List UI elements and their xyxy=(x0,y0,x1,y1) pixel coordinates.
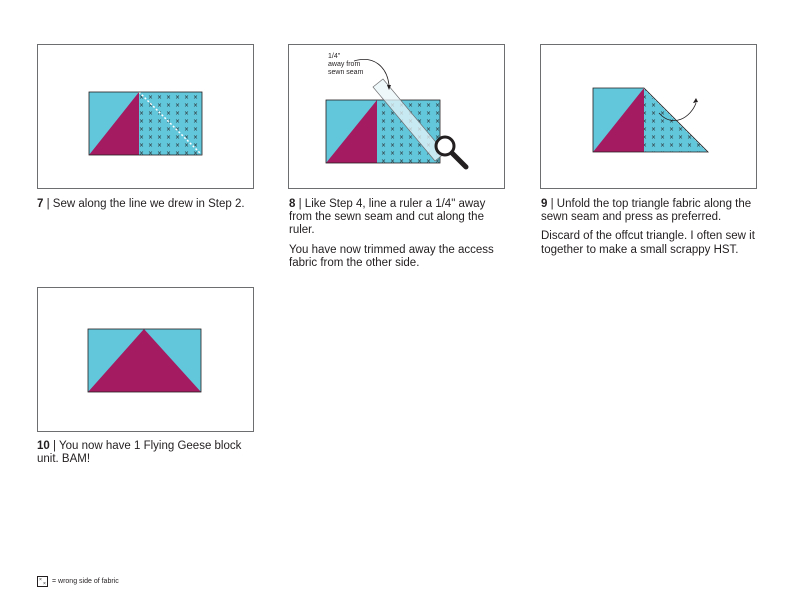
step-8-caption: 8 | Like Step 4, line a ruler a 1/4" away from the sewn seam and cut along the ruler. You have now trimmed away the access fabric from the other side. xyxy=(289,198,503,276)
seam-annotation: 1/4" away from sewn seam xyxy=(328,53,364,76)
step-number: 7 xyxy=(37,198,44,210)
step-text: You now have 1 Flying Geese block unit. BAM! xyxy=(37,440,242,466)
step-number: 9 xyxy=(541,198,548,210)
legend-label: = wrong side of fabric xyxy=(52,578,119,585)
step-text: Sew along the line we drew in Step 2. xyxy=(52,198,245,210)
step-9-illustration xyxy=(540,44,757,189)
step-7-caption: 7 | Sew along the line we drew in Step 2. xyxy=(37,198,245,210)
step-text: Discard of the offcut triangle. I often sew it together to make a small scrappy HST. xyxy=(541,230,755,256)
step-number: 10 xyxy=(37,440,50,452)
step-text: Like Step 4, line a ruler a 1/4" away from the sewn seam and cut along the ruler. xyxy=(289,198,486,237)
step-10-caption: 10 | You now have 1 Flying Geese block unit. BAM! xyxy=(37,440,242,466)
step-number: 8 xyxy=(289,198,296,210)
step-9-caption: 9 | Unfold the top triangle fabric along the sewn seam and press as preferred. Discard of the offcut triangle. I often sew it together to make a small scrappy HST. xyxy=(541,198,755,256)
step-text: You have now trimmed away the access fabric from the other side. xyxy=(289,243,494,269)
wrong-side-swatch-icon: × × xyxy=(37,576,48,587)
step-text: Unfold the top triangle fabric along the sewn seam and press as preferred. xyxy=(541,198,752,224)
step-7-illustration xyxy=(37,44,254,189)
step-8-illustration xyxy=(288,44,505,189)
legend xyxy=(37,576,119,587)
step-10-illustration xyxy=(37,287,254,432)
